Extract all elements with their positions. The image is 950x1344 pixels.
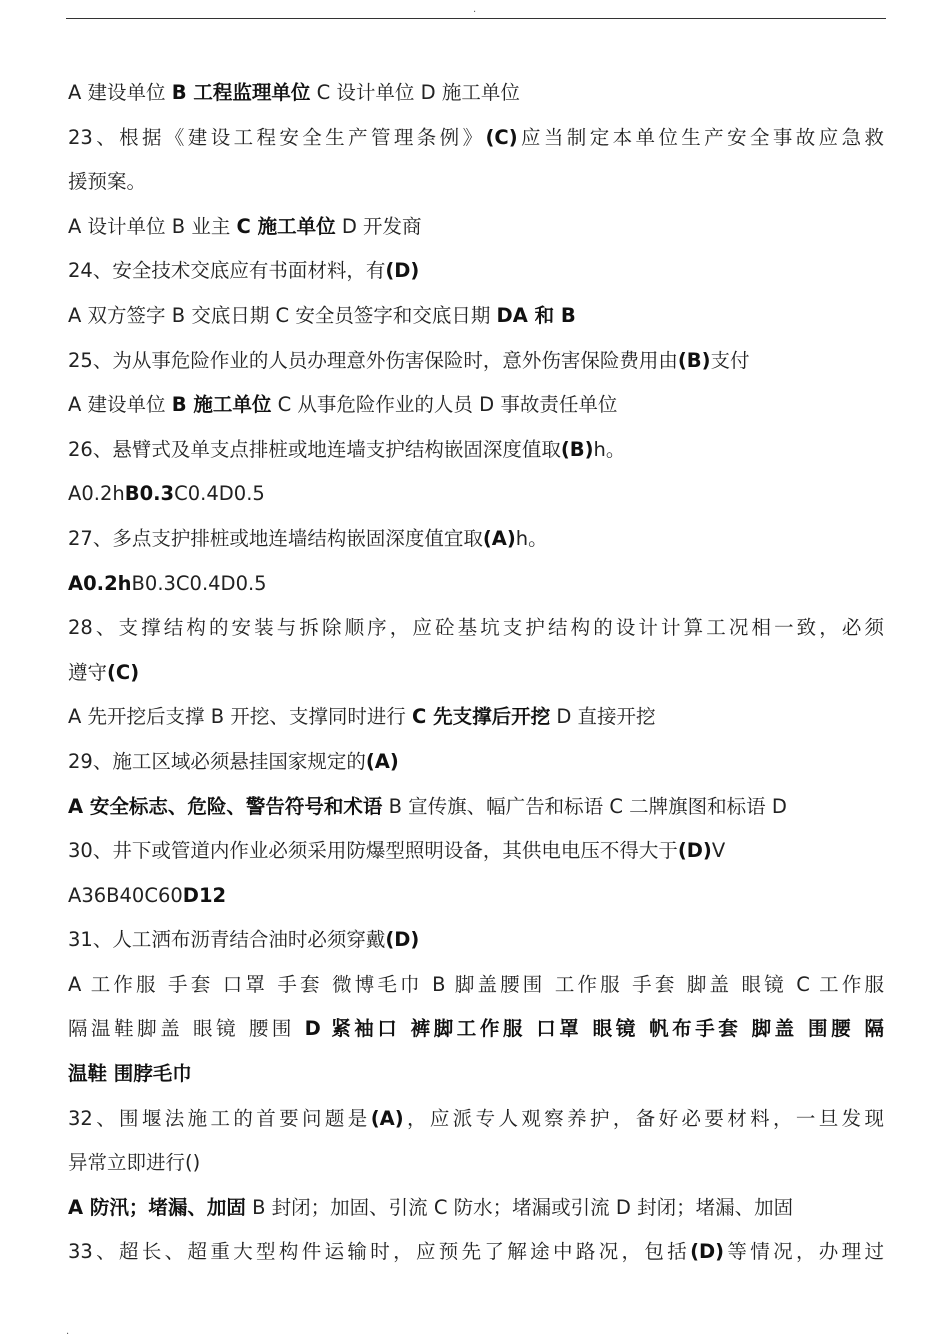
text-run: 33、超长、超重大型构件运输时，应预先了解途中路况，包括 <box>68 1240 691 1264</box>
answer-bold: A0.2h <box>68 571 132 595</box>
text-run: A0.2h <box>68 482 125 506</box>
text-line <box>68 1186 884 1231</box>
answer-bold: (D) <box>385 928 420 952</box>
text-run: B0.3C0.4D0.5 <box>131 571 267 595</box>
text-run: D 开发商 <box>335 214 422 238</box>
text-run: 异常立即进行() <box>68 1151 201 1175</box>
answer-bold: (D) <box>690 1240 725 1264</box>
text-line <box>68 785 884 830</box>
answer-bold: (A) <box>482 526 516 550</box>
answer-bold: D 紧袖口 裤脚工作服 口罩 眼镜 帆布手套 脚盖 围腰 隔 <box>304 1017 884 1041</box>
text-line <box>68 562 884 607</box>
answer-bold: (D) <box>385 259 420 283</box>
answer-bold: C 先支撑后开挖 <box>412 705 551 729</box>
text-run: 32、围堰法施工的首要问题是 <box>68 1106 371 1130</box>
text-run: B 宣传旗、幅广告和标语 C 二牌旗图和标语 D <box>382 794 787 818</box>
text-run: A 建设单位 <box>68 393 172 417</box>
text-line <box>68 116 884 161</box>
answer-bold: 温鞋 围脖毛巾 <box>68 1062 192 1086</box>
text-run: 援预案。 <box>68 170 147 194</box>
text-run: h。 <box>515 526 548 550</box>
text-run: 30、井下或管道内作业必须采用防爆型照明设备，其供电电压不得大于 <box>68 839 678 863</box>
answer-bold: (C) <box>485 125 518 149</box>
text-run: 遵守 <box>68 660 108 684</box>
text-line <box>68 651 884 696</box>
answer-bold: (A) <box>365 749 399 773</box>
answer-bold: B 工程监理单位 <box>171 81 311 104</box>
text-run: 31、人工洒布沥青结合油时必须穿戴 <box>68 928 386 952</box>
answer-bold: A 防汛；堵漏、加固 <box>68 1195 246 1219</box>
text-line <box>68 695 884 740</box>
answer-bold: DA 和 B <box>496 303 576 327</box>
answer-bold: (C) <box>107 660 140 684</box>
text-line <box>68 428 884 473</box>
text-run: 25、为从事危险作业的人员办理意外伤害保险时，意外伤害保险费用由 <box>68 348 678 372</box>
answer-bold: (A) <box>370 1106 404 1130</box>
text-line <box>68 71 884 116</box>
header-rule <box>66 18 886 19</box>
text-run: 28、支撑结构的安装与拆除顺序，应砼基坑支护结构的设计计算工况相一致，必须 <box>68 616 884 640</box>
answer-bold: (B) <box>677 348 711 372</box>
text-run: B 封闭；加固、引流 C 防水；堵漏或引流 D 封闭；堵漏、加固 <box>245 1195 794 1219</box>
text-line <box>68 740 884 785</box>
text-line <box>68 205 884 250</box>
text-run: 23、根据《建设工程安全生产管理条例》 <box>68 125 486 149</box>
text-run: V <box>711 839 726 863</box>
text-run: A 双方签字 B 交底日期 C 安全员签字和交底日期 <box>68 303 497 327</box>
answer-bold: D12 <box>182 883 227 907</box>
text-run: 应当制定本单位生产安全事故应急救 <box>517 125 884 149</box>
text-run: ，应派专人观察养护，备好必要材料，一旦发现 <box>403 1106 884 1130</box>
text-line <box>68 339 884 384</box>
text-run: D 直接开挖 <box>550 705 656 729</box>
footer-dot: . <box>66 1326 70 1337</box>
text-line <box>68 1230 884 1275</box>
text-run: C 从事危险作业的人员 D 事故责任单位 <box>271 393 618 417</box>
text-line <box>68 1052 884 1097</box>
text-line <box>68 606 884 651</box>
text-line <box>68 1007 884 1052</box>
text-line <box>68 517 884 562</box>
text-run: 隔温鞋脚盖 眼镜 腰围 <box>68 1017 305 1041</box>
text-line <box>68 472 884 517</box>
text-run: 等情况，办理过 <box>724 1240 884 1264</box>
text-run: C0.4D0.5 <box>174 482 265 506</box>
text-run: A 建设单位 <box>68 81 172 104</box>
text-run: 24、安全技术交底应有书面材料，有 <box>68 259 386 283</box>
text-run: C 设计单位 D 施工单位 <box>310 81 520 104</box>
text-line <box>68 249 884 294</box>
text-run: A 工作服 手套 口罩 手套 微博毛巾 B 脚盖腰围 工作服 手套 脚盖 眼镜 C 工作服 <box>68 972 884 996</box>
text-run: A36B40C60 <box>68 883 183 907</box>
text-line <box>68 874 884 919</box>
text-line <box>68 1141 884 1186</box>
answer-bold: A 安全标志、危险、警告符号和术语 <box>68 794 383 818</box>
text-line <box>68 383 884 428</box>
text-line <box>68 963 884 1008</box>
text-run: A 设计单位 B 业主 <box>68 214 237 238</box>
answer-bold: (B) <box>560 437 594 461</box>
text-run: 29、施工区域必须悬挂国家规定的 <box>68 749 366 773</box>
text-run: 支付 <box>710 348 750 372</box>
text-run: 27、多点支护排桩或地连墙结构嵌固深度值宜取 <box>68 526 483 550</box>
text-line <box>68 1097 884 1142</box>
text-line <box>68 918 884 963</box>
answer-bold: C 施工单位 <box>236 214 336 238</box>
header-dot: . <box>473 4 477 15</box>
answer-bold: (D) <box>677 839 712 863</box>
answer-bold: B 施工单位 <box>171 393 272 417</box>
text-line <box>68 829 884 874</box>
text-line <box>68 160 884 205</box>
text-run: A 先开挖后支撑 B 开挖、支撑同时进行 <box>68 705 413 729</box>
answer-bold: B0.3 <box>124 482 175 506</box>
text-run: h。 <box>593 437 626 461</box>
text-run: 26、悬臂式及单支点排桩或地连墙支护结构嵌固深度值取 <box>68 437 561 461</box>
document-body <box>68 71 884 1275</box>
text-line <box>68 294 884 339</box>
